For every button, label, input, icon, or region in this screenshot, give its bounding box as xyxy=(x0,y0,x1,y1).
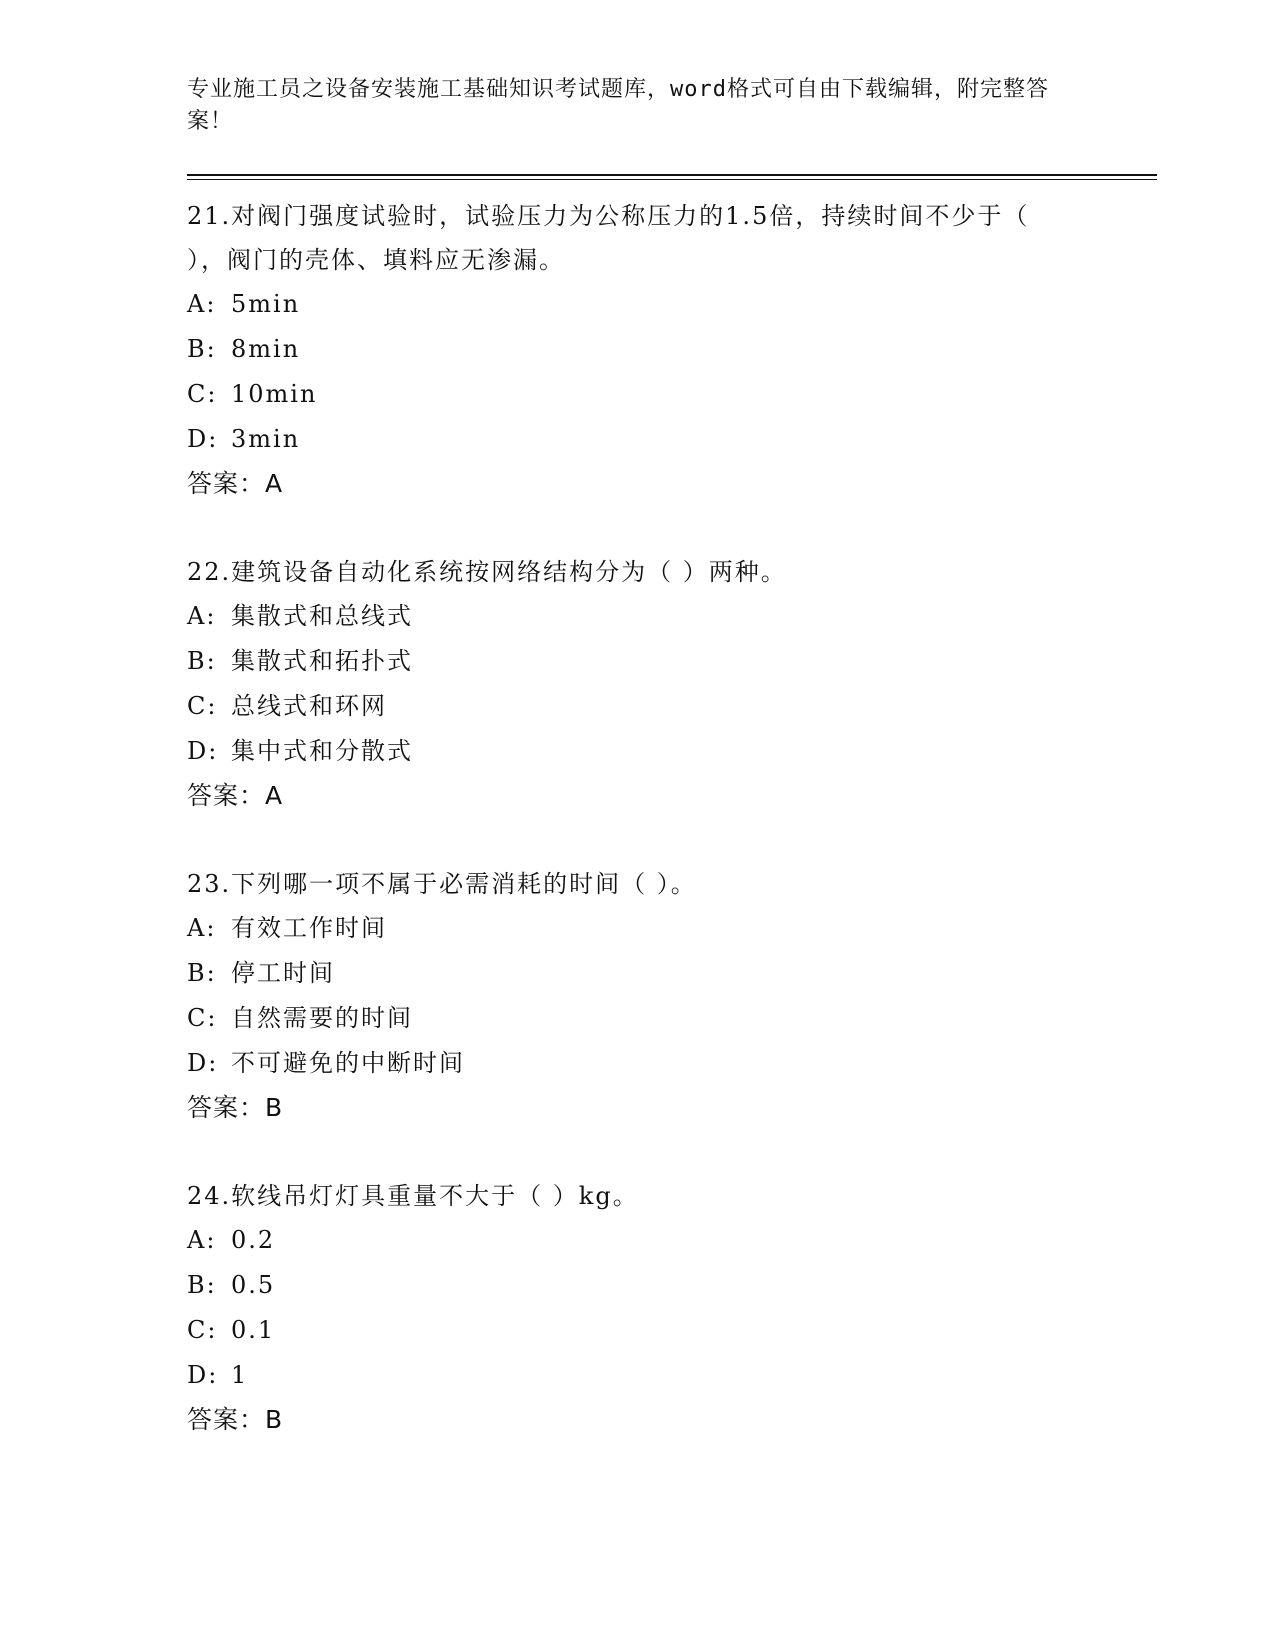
answer-line: 答案：B xyxy=(187,1405,284,1434)
option-d xyxy=(187,1353,1157,1398)
option-key: A: xyxy=(187,602,217,630)
option-key: D: xyxy=(187,1049,219,1077)
answer-line: 答案：A xyxy=(187,781,284,810)
option-key: C: xyxy=(187,692,218,720)
question-block xyxy=(187,194,1157,506)
option-key: C: xyxy=(187,1316,218,1344)
option-b xyxy=(187,639,1157,684)
option-text: 8min xyxy=(231,335,301,363)
option-d xyxy=(187,729,1157,774)
option-a xyxy=(187,906,1157,951)
option-text: 集散式和拓扑式 xyxy=(231,647,413,675)
option-key: D: xyxy=(187,1361,219,1389)
option-text: 不可避免的中断时间 xyxy=(231,1049,465,1077)
option-b xyxy=(187,1263,1157,1308)
option-key: A: xyxy=(187,914,217,942)
question-stem: 24.软线吊灯灯具重量不大于（ ）kg。 xyxy=(187,1182,639,1210)
option-c xyxy=(187,372,1157,417)
answer-line: 答案：B xyxy=(187,1093,284,1122)
question-stem: 23.下列哪一项不属于必需消耗的时间（ ）。 xyxy=(187,870,697,898)
option-a xyxy=(187,1218,1157,1263)
option-key: B: xyxy=(187,1271,217,1299)
option-text: 3min xyxy=(231,425,301,453)
question-block xyxy=(187,862,1157,1130)
option-text: 自然需要的时间 xyxy=(231,1004,413,1032)
option-a xyxy=(187,594,1157,639)
question-block xyxy=(187,550,1157,818)
option-d xyxy=(187,1041,1157,1086)
option-a xyxy=(187,282,1157,327)
option-c xyxy=(187,996,1157,1041)
option-text: 集散式和总线式 xyxy=(231,602,413,630)
question-block xyxy=(187,1174,1157,1442)
option-key: A: xyxy=(187,1226,217,1254)
answer-line: 答案：A xyxy=(187,469,284,498)
header-divider xyxy=(187,174,1157,180)
question-stem: 21.对阀门强度试验时，试验压力为公称压力的1.5倍，持续时间不少于（ ），阀门的壳体、填料应无渗漏。 xyxy=(187,202,1030,274)
option-key: B: xyxy=(187,647,217,675)
option-key: C: xyxy=(187,380,218,408)
option-c xyxy=(187,684,1157,729)
option-key: B: xyxy=(187,335,217,363)
document-header: 专业施工员之设备安装施工基础知识考试题库，word格式可自由下载编辑，附完整答案！ xyxy=(187,77,1049,134)
option-key: D: xyxy=(187,425,219,453)
option-text: 1 xyxy=(231,1361,249,1389)
option-text: 5min xyxy=(231,290,301,318)
option-text: 总线式和环网 xyxy=(231,692,387,720)
option-key: C: xyxy=(187,1004,218,1032)
option-text: 0.2 xyxy=(231,1226,276,1254)
option-key: B: xyxy=(187,959,217,987)
option-b xyxy=(187,327,1157,372)
option-key: D: xyxy=(187,737,219,765)
question-stem: 22.建筑设备自动化系统按网络结构分为（ ）两种。 xyxy=(187,558,787,586)
option-d xyxy=(187,417,1157,462)
option-text: 有效工作时间 xyxy=(231,914,387,942)
option-text: 停工时间 xyxy=(231,959,335,987)
option-key: A: xyxy=(187,290,217,318)
option-text: 10min xyxy=(231,380,318,408)
option-text: 0.1 xyxy=(231,1316,276,1344)
document-page xyxy=(187,70,1157,1486)
option-b xyxy=(187,951,1157,996)
option-c xyxy=(187,1308,1157,1353)
option-text: 集中式和分散式 xyxy=(231,737,413,765)
option-text: 0.5 xyxy=(231,1271,276,1299)
